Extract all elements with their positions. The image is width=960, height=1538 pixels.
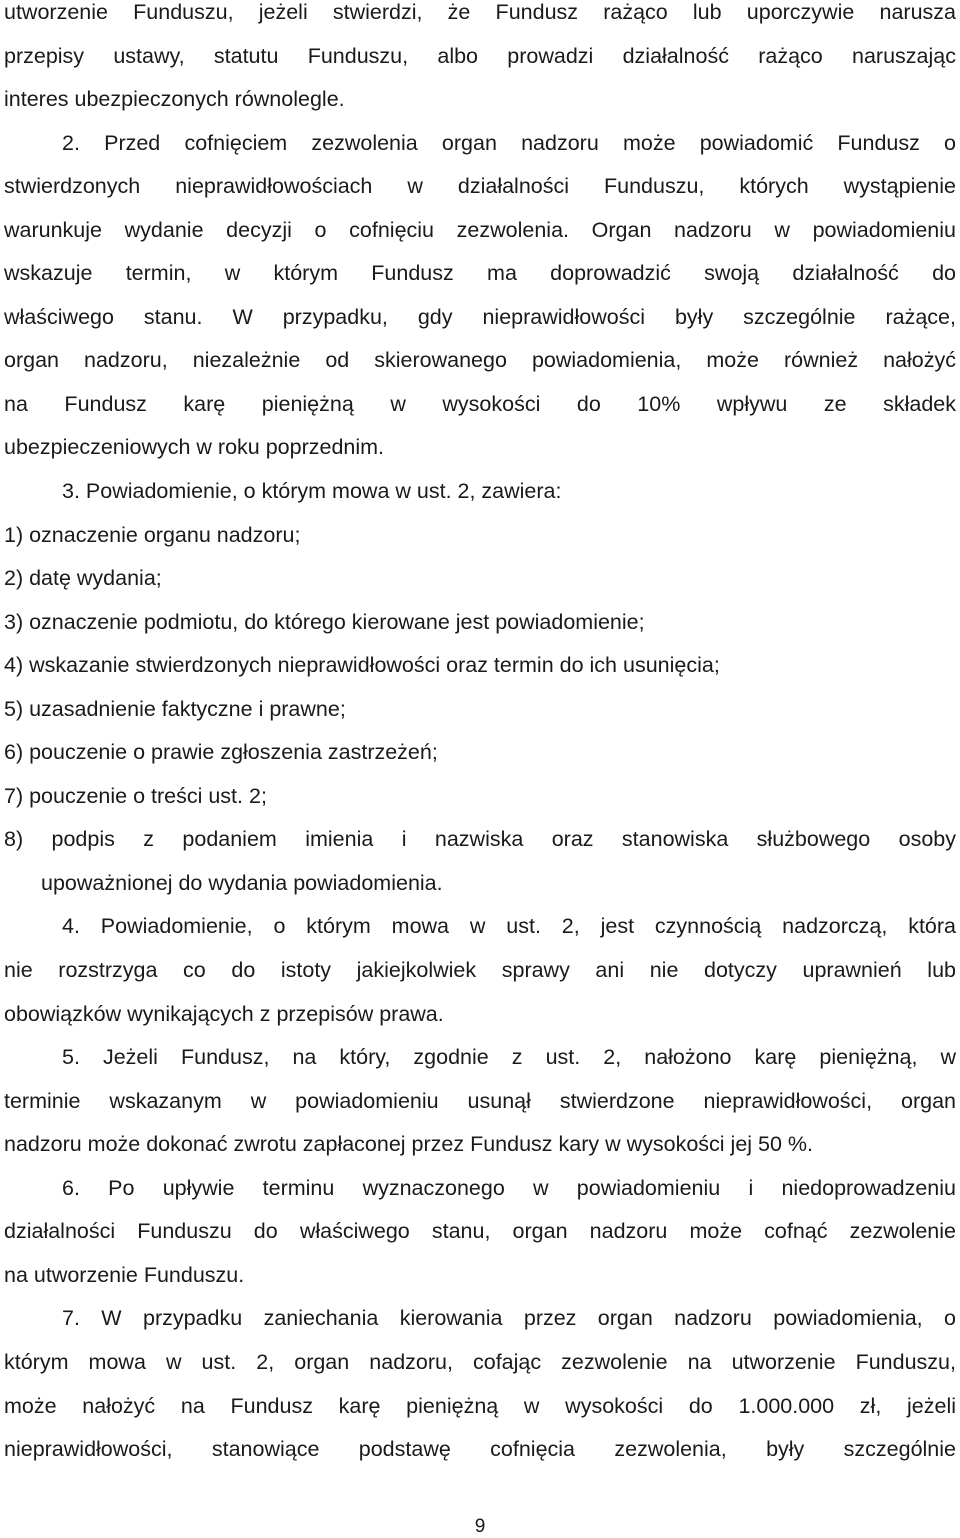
text-line: terminie wskazanym w powiadomieniu usunął stwierdzone nieprawidłowości, organ	[4, 1088, 956, 1113]
list-item: 1) oznaczenie organu nadzoru;	[4, 522, 301, 547]
paragraph-4-line: 4. Powiadomienie, o którym mowa w ust. 2, jest czynnością nadzorczą, która	[62, 914, 956, 939]
list-item: 6) pouczenie o prawie zgłoszenia zastrzeżeń;	[4, 740, 438, 765]
list-item: 8) podpis z podaniem imienia i nazwiska oraz stanowiska służbowego osoby	[4, 827, 956, 852]
page-number: 9	[474, 1516, 486, 1537]
text-line: nie rozstrzyga co do istoty jakiejkolwiek sprawy ani nie dotyczy uprawnień lub	[4, 958, 956, 983]
text-line: nadzoru może dokonać zwrotu zapłaconej przez Fundusz kary w wysokości jej 50 %.	[4, 1132, 814, 1157]
text-line: utworzenie Funduszu, jeżeli stwierdzi, że Fundusz rażąco lub uporczywie narusza	[4, 0, 956, 24]
paragraph-7-line: 7. W przypadku zaniechania kierowania przez organ nadzoru powiadomienia, o	[62, 1306, 956, 1331]
text-line: warunkuje wydanie decyzji o cofnięciu zezwolenia. Organ nadzoru w powiadomieniu	[4, 217, 956, 242]
list-item: 3) oznaczenie podmiotu, do którego kierowane jest powiadomienie;	[4, 609, 645, 634]
text-line: na Fundusz karę pieniężną w wysokości do 10% wpływu ze składek	[4, 391, 956, 416]
paragraph-6-line: 6. Po upływie terminu wyznaczonego w powiadomieniu i niedoprowadzeniu	[62, 1175, 956, 1200]
list-item: 2) datę wydania;	[4, 566, 162, 591]
paragraph-3-line: 3. Powiadomienie, o którym mowa w ust. 2, zawiera:	[62, 479, 562, 504]
text-line: na utworzenie Funduszu.	[4, 1262, 245, 1287]
paragraph-5-line: 5. Jeżeli Fundusz, na który, zgodnie z ust. 2, nałożono karę pieniężną, w	[62, 1045, 956, 1070]
text-line: stwierdzonych nieprawidłowościach w działalności Funduszu, których wystąpienie	[4, 174, 956, 199]
text-line: którym mowa w ust. 2, organ nadzoru, cofając zezwolenie na utworzenie Funduszu,	[4, 1349, 956, 1374]
text-line: nieprawidłowości, stanowiące podstawę cofnięcia zezwolenia, były szczególnie	[4, 1437, 956, 1462]
list-item-continuation: upoważnionej do wydania powiadomienia.	[41, 870, 443, 895]
text-line: wskazuje termin, w którym Fundusz ma doprowadzić swoją działalność do	[4, 261, 956, 286]
document-page	[4, 0, 956, 1479]
paragraph-2-line: 2. Przed cofnięciem zezwolenia organ nadzoru może powiadomić Fundusz o	[62, 130, 956, 155]
text-line: organ nadzoru, niezależnie od skierowanego powiadomienia, może również nałożyć	[4, 348, 956, 373]
list-item: 7) pouczenie o treści ust. 2;	[4, 783, 267, 808]
text-line: przepisy ustawy, statutu Funduszu, albo prowadzi działalność rażąco naruszając	[4, 43, 956, 68]
text-line: ubezpieczeniowych w roku poprzednim.	[4, 435, 385, 460]
list-item: 4) wskazanie stwierdzonych nieprawidłowości oraz termin do ich usunięcia;	[4, 653, 720, 678]
text-line: działalności Funduszu do właściwego stanu, organ nadzoru może cofnąć zezwolenie	[4, 1219, 956, 1244]
text-line: interes ubezpieczonych równolegle.	[4, 87, 345, 112]
text-line: może nałożyć na Fundusz karę pieniężną w wysokości do 1.000.000 zł, jeżeli	[4, 1393, 956, 1418]
text-line: właściwego stanu. W przypadku, gdy nieprawidłowości były szczególnie rażące,	[4, 304, 956, 329]
list-item: 5) uzasadnienie faktyczne i prawne;	[4, 696, 346, 721]
text-line: obowiązków wynikających z przepisów prawa.	[4, 1001, 444, 1026]
